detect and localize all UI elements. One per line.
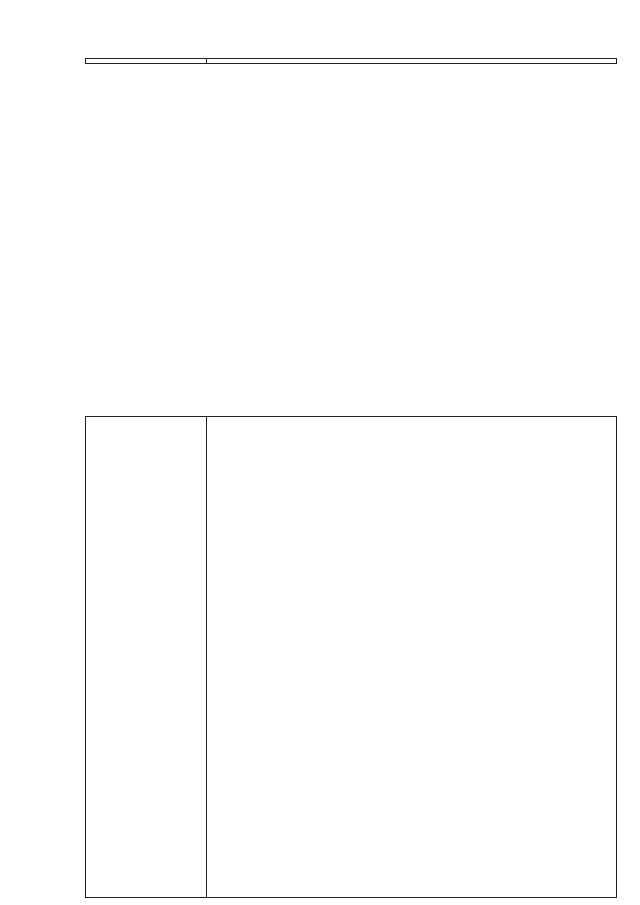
results-table [85,416,617,898]
funding-text-cell [207,59,617,64]
funding-table [85,58,617,64]
results-label-cell [86,417,207,898]
results-text-cell [207,417,617,898]
funding-label-cell [86,59,207,64]
results-items [211,419,612,895]
